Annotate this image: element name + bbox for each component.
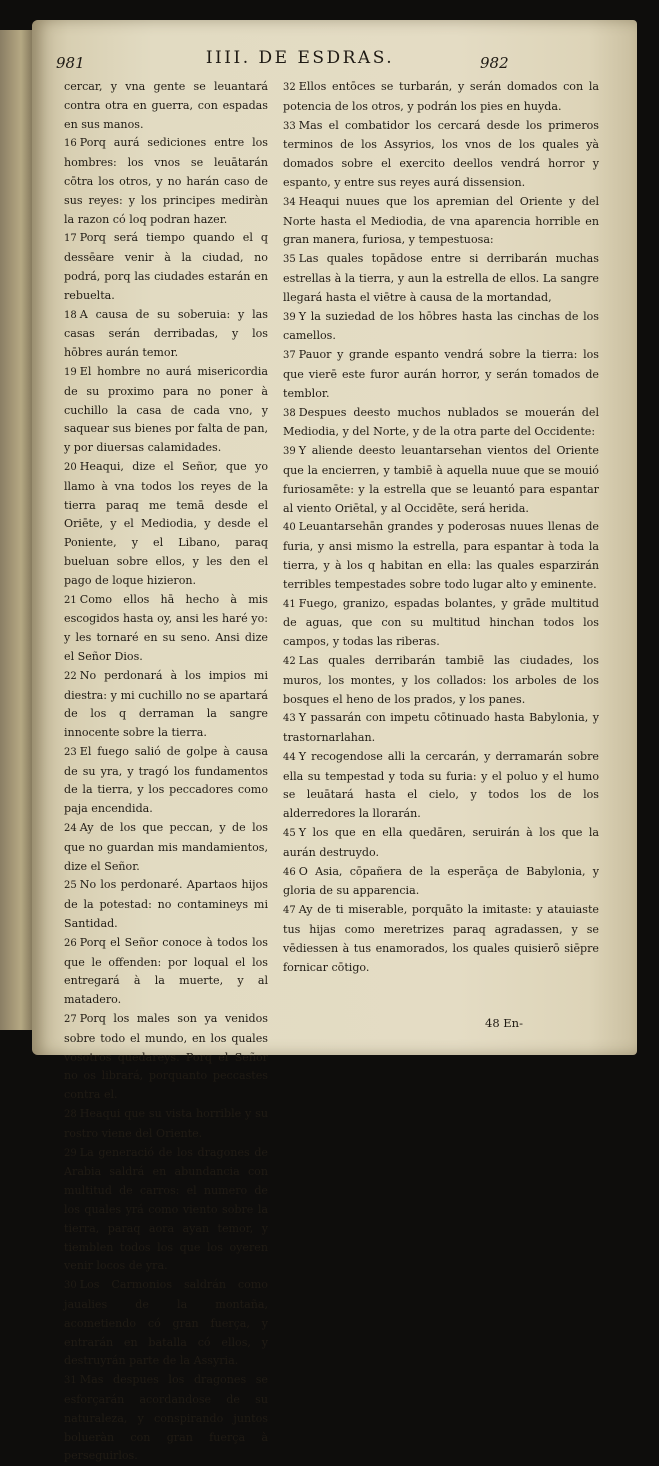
verse-number: 32: [283, 82, 296, 93]
verse: [283, 709, 599, 748]
verse-number: 31: [64, 1375, 77, 1387]
verse: [64, 363, 268, 458]
verse-number: 35: [283, 254, 296, 266]
verse-number: 44: [283, 751, 296, 763]
verse-number: 40: [283, 522, 296, 534]
verse: [283, 748, 599, 824]
verse: [283, 518, 599, 594]
verse-number: 34: [283, 196, 296, 208]
verse: [64, 134, 268, 229]
verse-text: Y aliende deesto leuantarsehan vientos del Oriente que la encierren, y tambiē à aquella nuue que se mouió furiosamēte: y la estrella que se leuantó para espantar al viento Oriētal, y al Occidēte, será herida.: [283, 444, 599, 515]
verse-number: 27: [64, 1014, 77, 1026]
verse-number: 30: [64, 1280, 77, 1292]
verse-number: 18: [64, 309, 77, 321]
verse-number: 16: [64, 138, 77, 150]
verse: [64, 1105, 268, 1144]
right-text-column: [283, 78, 599, 977]
verse-number: 25: [64, 880, 77, 892]
verse-text: Porq el Señor conoce à todos los que le offenden: por loqual el los entregará à la muerte, y al matadero.: [64, 935, 268, 1007]
verse-text: Ellos entōces se turbarán, y serán domados con la potencia de los otros, y podrán los pies en huyda.: [283, 80, 599, 113]
verse-number: 43: [283, 713, 296, 725]
verse-number: 46: [283, 866, 296, 878]
verse-text: Heaqui, dize el Señor, que yo llamo à vna todos los reyes de la tierra paraq me temā desde el Oriēte, y el Mediodia, y desde el Poniente, y el Libano, paraq bueluan sobre ellos, y les den el pago de loque hizieron.: [64, 459, 268, 587]
verse-number: 38: [283, 407, 296, 419]
verse-number: 45: [283, 828, 296, 840]
verse-text: No los perdonaré. Apartaos hijos de la potestad: no contamineys mi Santidad.: [64, 878, 268, 931]
verse-text: Pauor y grande espanto vendrá sobre la tierra: los que vierē este furor aurán horror, y serán tomados de temblor.: [283, 348, 599, 400]
verse: [283, 901, 599, 977]
verse-number: 20: [64, 461, 77, 473]
verse: [283, 863, 599, 902]
verse: [283, 250, 599, 307]
verse-number: 17: [64, 233, 77, 245]
verse: [64, 458, 268, 591]
verse-number: 22: [64, 670, 77, 682]
verse-text: Mas despues los dragones se esforçarán acordandose de su naturaleza, y conspirando juntos bolueràn con gran fuerça à perseguirlos.: [64, 1373, 268, 1463]
verse-text: La generació de los dragones de Arabia saldrá en abundancia con multitud de carros: el numero de los quales yrá como viento sobre la tierra, paraq aora ayan temor, y tiemblen todos los que los oyeren venir locos de yra.: [64, 1145, 268, 1273]
verse: [283, 404, 599, 443]
verse-number: 24: [64, 823, 77, 835]
verse-number: 37: [283, 350, 296, 362]
verse: [64, 1144, 268, 1277]
folio-number-right: 982: [480, 54, 509, 72]
verse-text: Las quales topādose entre si derribarán muchas estrellas à la tierra, y aun la estrella de ellos. La sangre llegará hasta el viētre à causa de la mortandad,: [283, 252, 599, 304]
verse-number: 42: [283, 655, 296, 667]
verse: [64, 229, 268, 305]
verse: [64, 78, 268, 134]
verse-number: 47: [283, 905, 296, 917]
verse-number: 41: [283, 598, 296, 610]
verse: [283, 308, 599, 347]
verse-text: Fuego, granizo, espadas bolantes, y grāde multitud de aguas, que con su multitud hinchan todos los campos, y todas las riberas.: [283, 596, 599, 649]
verse: [64, 819, 268, 876]
verse: [64, 1371, 268, 1466]
verse-text: Los Carmonios saldrán como jaualies de la montaña, acometiendo có gran fuerça, y entrarán en batalla có ellos, y destruyrán parte de la Assyria.: [64, 1278, 268, 1368]
verse-text: Heaqui nuues que los apremian del Oriente y del Norte hasta el Mediodia, de vna aparencia horrible en gran manera, furiosa, y tempestuosa:: [283, 194, 599, 247]
verse: [283, 193, 599, 250]
verse-number: 19: [64, 366, 77, 378]
verse: [64, 591, 268, 667]
verse-text: Leuantarsehān grandes y poderosas nuues llenas de furia, y ansi mismo la estrella, para espantar à toda la tierra, y à los q habitan en ella: las quales esparzirán terribles tempestades sobre todo lugar alto y eminente.: [283, 520, 599, 591]
verse-text: Como ellos hā hecho à mis escogidos hasta oy, ansi les haré yo: y les tornaré en su seno. Ansi dize el Señor Dios.: [64, 592, 268, 663]
verse: [64, 934, 268, 1010]
verse: [283, 595, 599, 652]
verse-number: 23: [64, 746, 77, 758]
verse: [64, 743, 268, 819]
left-text-column: [64, 78, 268, 1466]
verse: [64, 667, 268, 743]
verse-text: Ay de ti miserable, porquāto la imitaste: y atauiaste tus hijas como meretrizes paraq agradassen, y se vēdiessen à tus enamorados, los quales quisierō siēpre fornicar cōtigo.: [283, 903, 599, 974]
verse-text: A causa de su soberuia: y las casas serán derribadas, y los hōbres aurán temor.: [64, 307, 268, 360]
verse-text: Y los que en ella quedāren, seruirán à los que la aurán destruydo.: [283, 826, 599, 859]
verse-number: 29: [64, 1147, 77, 1159]
verse-text: O Asia, cōpañera de la esperāça de Babylonia, y gloria de su apparencia.: [283, 864, 599, 898]
verse: [64, 1276, 268, 1371]
verse: [64, 1010, 268, 1105]
verse: [64, 876, 268, 933]
running-head: IIII. DE ESDRAS.: [205, 48, 395, 68]
catchword: 48 En-: [485, 1016, 523, 1030]
folio-number-left: 981: [56, 54, 85, 72]
verse-number: 39: [283, 311, 296, 323]
verse: [64, 306, 268, 363]
verse-text: Porq los males son ya venidos sobre todo el mundo, en los quales vosotros quedareys. Porq el Señor no os librará, porquanto peccastes contra el.: [64, 1012, 268, 1102]
verse: [283, 117, 599, 193]
verse: [283, 442, 599, 518]
verse-text: Mas el combatidor los cercará desde los primeros terminos de los Assyrios, los vnos de los quales yà domados sobre el exercito deellos vendrá horror y espanto, y entre sus reyes aurá dissension.: [283, 118, 599, 189]
verse-number: 39: [283, 446, 296, 458]
verse-text: Heaqui que su vista horrible y su rostro viene del Oriente.: [64, 1107, 268, 1140]
verse-text: Y la suziedad de los hōbres hasta las cinchas de los camellos.: [283, 309, 599, 343]
verse-text: cercar, y vna gente se leuantará contra otra en guerra, con espadas en sus manos.: [64, 80, 268, 131]
verse-text: Despues deesto muchos nublados se mouerán del Mediodia, y del Norte, y de la otra parte del Occidente:: [283, 405, 599, 439]
verse-text: Porq aurá sediciones entre los hombres: los vnos se leuātarán cōtra los otros, y no harán caso de sus reyes: y los principes mediràn la razon có loq podran hazer.: [64, 136, 268, 226]
verse-text: Y recogendose alli la cercarán, y derramarán sobre ella su tempestad y toda su furia: y el poluo y el humo se leuātará hasta el cielo, y todos los de los alderredores la llorarán.: [283, 749, 599, 821]
verse-number: 33: [283, 120, 296, 132]
verse-number: 28: [64, 1109, 77, 1121]
verse: [283, 824, 599, 863]
verse-text: Ay de los que peccan, y de los que no guardan mis mandamientos, dize el Señor.: [64, 821, 268, 873]
verse-text: El hombre no aurá misericordia de su proximo para no poner à cuchillo la casa de cada vno, y saquear sus bienes por falta de pan, y por diuersas calamidades.: [64, 364, 268, 455]
verse: [283, 652, 599, 709]
verse-number: 21: [64, 594, 77, 606]
verse-text: Porq será tiempo quando el q dessēare venir à la ciudad, no podrá, porq las ciudades estarán en rebuelta.: [64, 231, 268, 302]
verse-number: 26: [64, 937, 77, 949]
verse-text: El fuego salió de golpe à causa de su yra, y tragó los fundamentos de la tierra, y los peccadores como paja encendida.: [64, 744, 268, 816]
verse-text: Y passarán con impetu cōtinuado hasta Babylonia, y trastornarlahan.: [283, 711, 599, 745]
verse-text: Las quales derribarán tambiē las ciudades, los muros, los montes, y los collados: los arboles de los bosques el heno de los prados, y los panes.: [283, 653, 599, 706]
verse: [283, 346, 599, 403]
verse: [283, 78, 599, 117]
verse-text: No perdonará à los impios mi diestra: y mi cuchillo no se apartará de los q derraman la sangre innocente sobre la tierra.: [64, 668, 268, 740]
